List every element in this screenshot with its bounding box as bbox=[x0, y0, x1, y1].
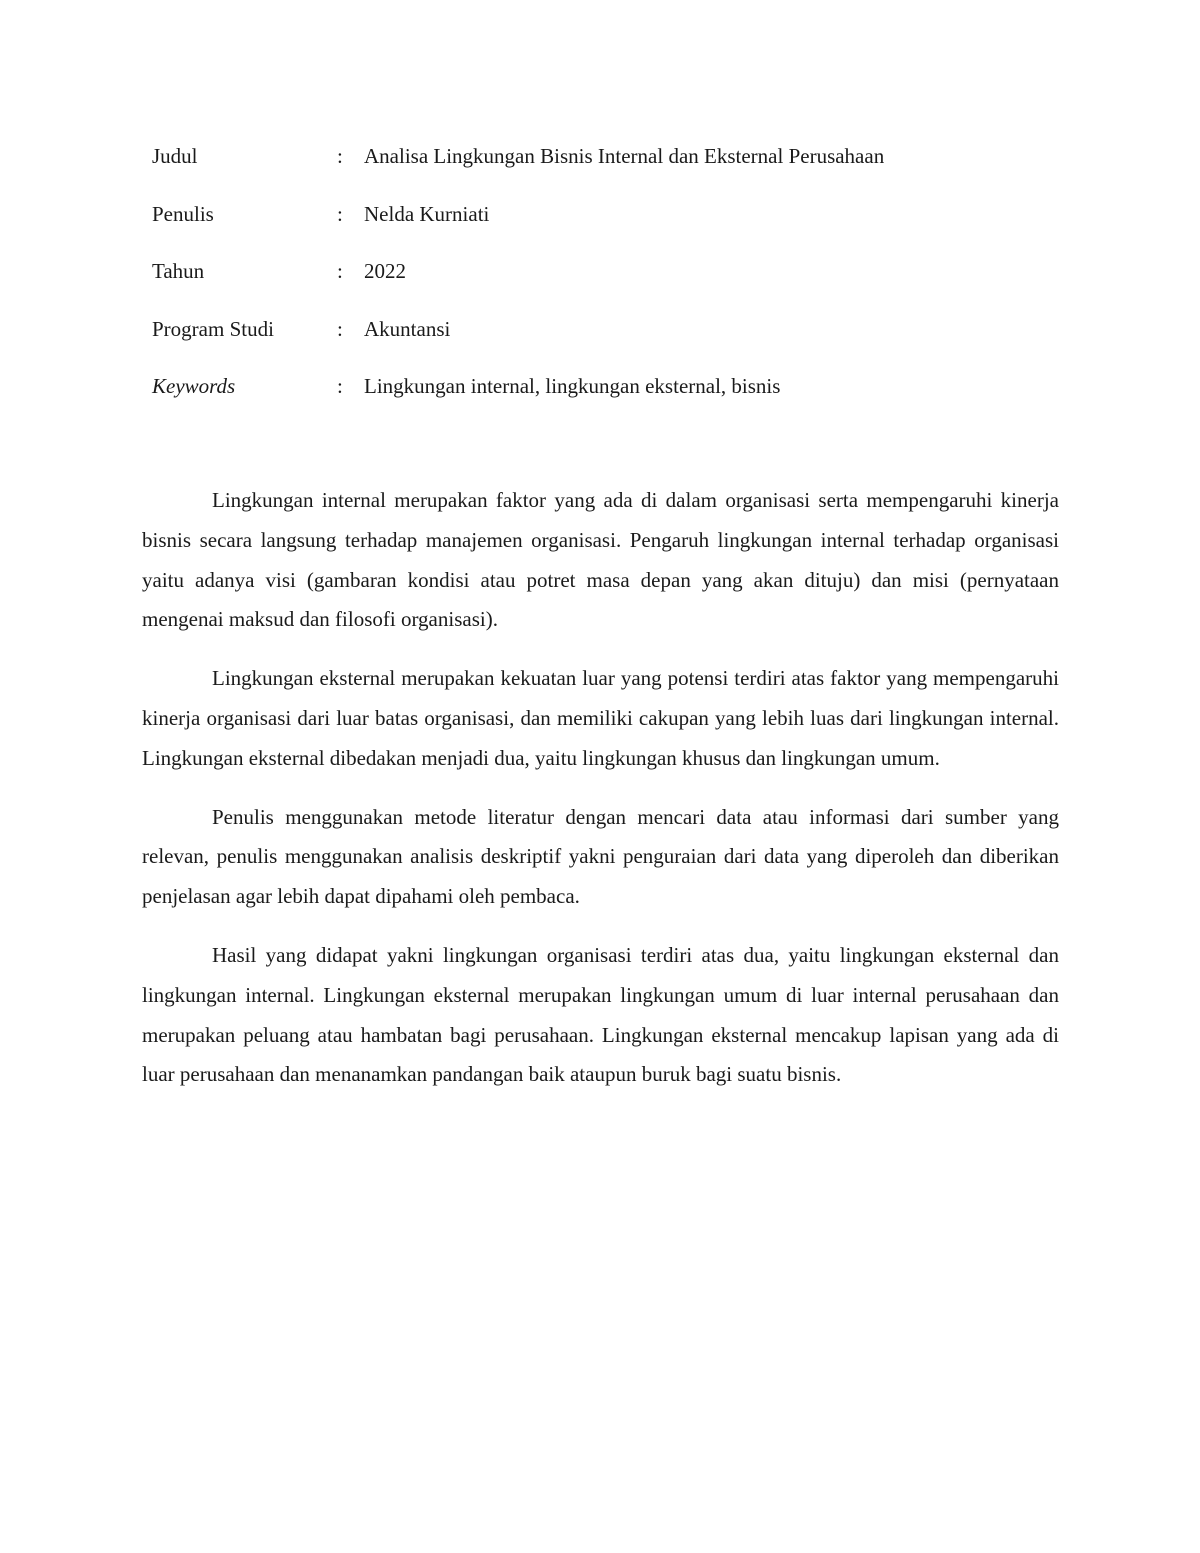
metadata-row-tahun bbox=[152, 253, 1062, 311]
metadata-colon: : bbox=[337, 259, 343, 283]
metadata-label: Keywords bbox=[152, 374, 236, 398]
metadata-value: Nelda Kurniati bbox=[364, 201, 490, 226]
metadata-colon: : bbox=[337, 144, 343, 168]
metadata-label: Penulis bbox=[152, 201, 214, 226]
paragraph-1: Lingkungan internal merupakan faktor yang ada di dalam organisasi serta mempengaruhi kinerja bisnis secara langsung terhadap manajemen organisasi. Pengaruh lingkungan internal terhadap organisasi yaitu adanya visi (gambaran kondisi atau potret masa depan yang akan dituju) dan misi (pernyataan mengenai maksud dan filosofi organisasi). bbox=[142, 488, 1059, 632]
metadata-value: Akuntansi bbox=[364, 316, 451, 341]
metadata-label: Tahun bbox=[152, 259, 205, 283]
metadata-colon: : bbox=[337, 374, 343, 398]
metadata-value: Lingkungan internal, lingkungan eksternal, bisnis bbox=[364, 374, 781, 398]
metadata-row-keywords bbox=[152, 368, 1062, 426]
metadata-value: 2022 bbox=[364, 259, 406, 283]
metadata-colon: : bbox=[337, 201, 343, 226]
metadata-label: Judul bbox=[152, 144, 198, 168]
metadata-row-judul bbox=[152, 138, 1062, 196]
paragraph-2: Lingkungan eksternal merupakan kekuatan luar yang potensi terdiri atas faktor yang mempengaruhi kinerja organisasi dari luar batas organisasi, dan memiliki cakupan yang lebih luas dari lingkungan internal. Lingkungan eksternal dibedakan menjadi dua, yaitu lingkungan khusus dan lingkungan umum. bbox=[142, 666, 1059, 770]
metadata-row-program-studi bbox=[152, 311, 1062, 369]
metadata-table bbox=[152, 138, 1062, 426]
metadata-value: Analisa Lingkungan Bisnis Internal dan Eksternal Perusahaan bbox=[364, 144, 885, 168]
abstract-body bbox=[142, 481, 1059, 1114]
paragraph-4: Hasil yang didapat yakni lingkungan organisasi terdiri atas dua, yaitu lingkungan eksternal dan lingkungan internal. Lingkungan eksternal merupakan lingkungan umum di luar internal perusahaan dan merupakan peluang atau hambatan bagi perusahaan. Lingkungan eksternal mencakup lapisan yang ada di luar perusahaan dan menanamkan pandangan baik ataupun buruk bagi suatu bisnis. bbox=[142, 942, 1059, 1087]
paragraph-3: Penulis menggunakan metode literatur dengan mencari data atau informasi dari sumber yang relevan, penulis menggunakan analisis deskriptif yakni penguraian dari data yang diperoleh dan diberikan penjelasan agar lebih dapat dipahami oleh pembaca. bbox=[142, 804, 1059, 909]
metadata-label: Program Studi bbox=[152, 316, 274, 341]
metadata-colon: : bbox=[337, 316, 343, 341]
metadata-row-penulis bbox=[152, 196, 1062, 254]
